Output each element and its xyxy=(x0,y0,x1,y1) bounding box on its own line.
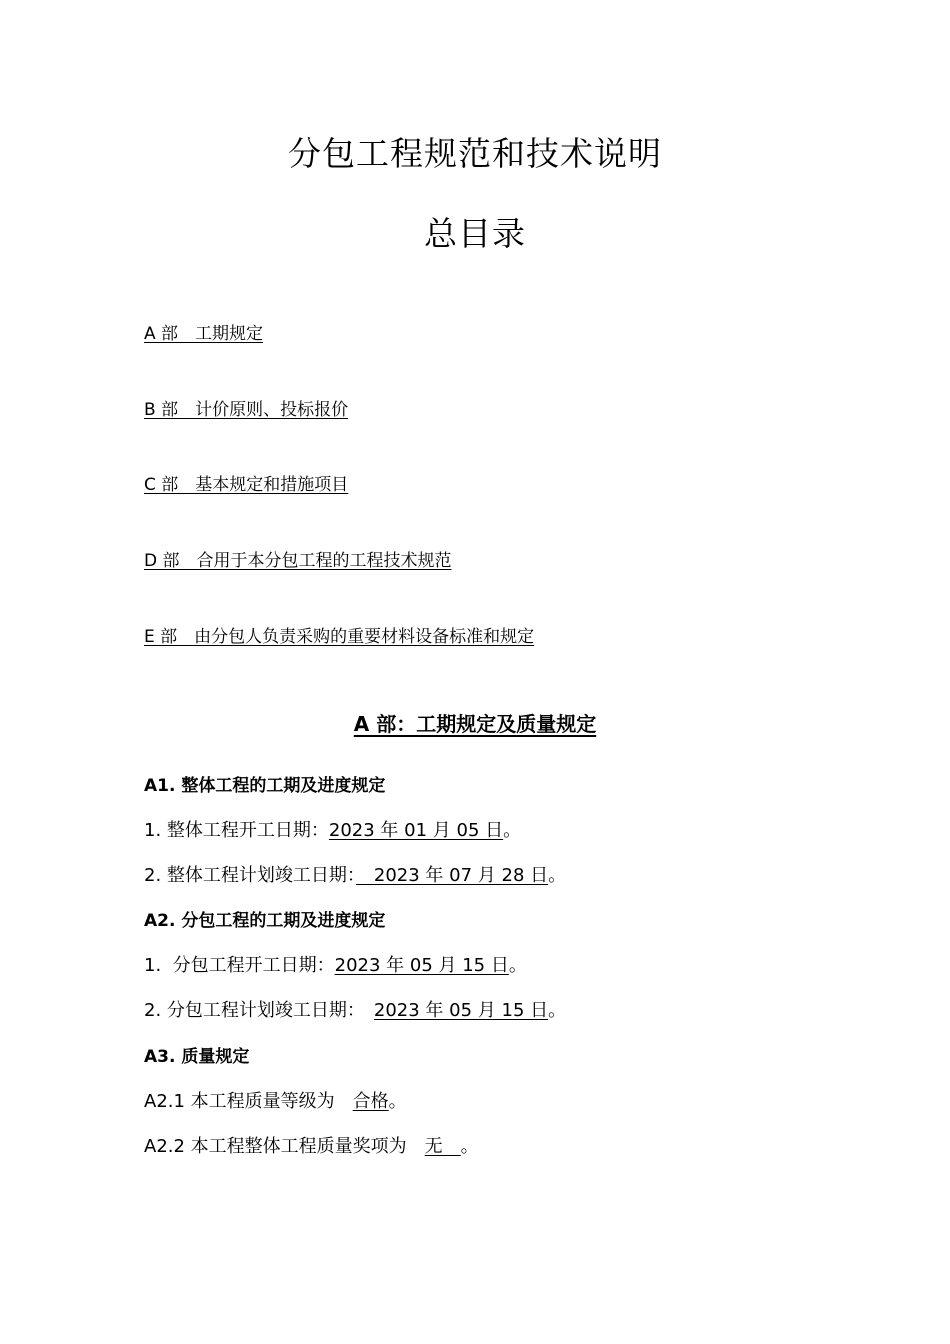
document-subtitle: 总目录 xyxy=(424,214,526,253)
a3-award-line xyxy=(144,1132,479,1158)
a3-grade-end: 。 xyxy=(388,1091,407,1112)
a2-start-end: 。 xyxy=(508,955,527,976)
a2-start-value: 2023 年 05 月 15 日 xyxy=(334,955,509,976)
a1-end-value: 2023 年 07 月 28 日 xyxy=(355,865,549,886)
a1-start-label: 1. 整体工程开工日期： xyxy=(144,820,329,841)
section-a-heading xyxy=(0,708,950,737)
a2-end-label: 2. 分包工程计划竣工日期： xyxy=(144,1000,374,1021)
a2-start-date-line xyxy=(144,951,527,977)
toc-item-d[interactable]: D 部 合用于本分包工程的工程技术规范 xyxy=(144,551,452,571)
a1-end-label: 2. 整体工程计划竣工日期： xyxy=(144,865,356,886)
toc-item-c[interactable]: C 部 基本规定和措施项目 xyxy=(144,475,349,495)
a2-end-value: 2023 年 05 月 15 日 xyxy=(373,1000,549,1021)
a3-award-end: 。 xyxy=(460,1136,479,1157)
toc-item-a[interactable]: A 部 工期规定 xyxy=(144,324,264,344)
toc-item-e[interactable]: E 部 由分包人负责采购的重要材料设备标准和规定 xyxy=(144,627,535,647)
toc-item-b[interactable]: B 部 计价原则、投标报价 xyxy=(144,400,349,420)
a3-heading: A3. 质量规定 xyxy=(144,1047,250,1067)
a3-award-label: A2.2 本工程整体工程质量奖项为 xyxy=(144,1136,425,1157)
a2-end-end: 。 xyxy=(548,1000,567,1021)
a1-start-date-line xyxy=(144,816,521,842)
a2-start-label: 1. 分包工程开工日期： xyxy=(144,955,335,976)
section-a-heading-text: A 部：工期规定及质量规定 xyxy=(353,712,597,736)
a3-award-value: 无 xyxy=(424,1136,461,1157)
document-title: 分包工程规范和技术说明 xyxy=(288,134,662,173)
a3-grade-line xyxy=(144,1087,407,1113)
a1-end-date-line xyxy=(144,861,566,887)
a1-start-end: 。 xyxy=(503,820,522,841)
a2-heading: A2. 分包工程的工期及进度规定 xyxy=(144,911,386,931)
a1-start-value: 2023 年 01 月 05 日 xyxy=(328,820,504,841)
a1-end-end: 。 xyxy=(548,865,567,886)
a3-grade-label: A2.1 本工程质量等级为 xyxy=(144,1091,353,1112)
a3-grade-value: 合格 xyxy=(352,1091,389,1112)
a1-heading: A1. 整体工程的工期及进度规定 xyxy=(144,776,386,796)
a2-end-date-line xyxy=(144,996,566,1022)
